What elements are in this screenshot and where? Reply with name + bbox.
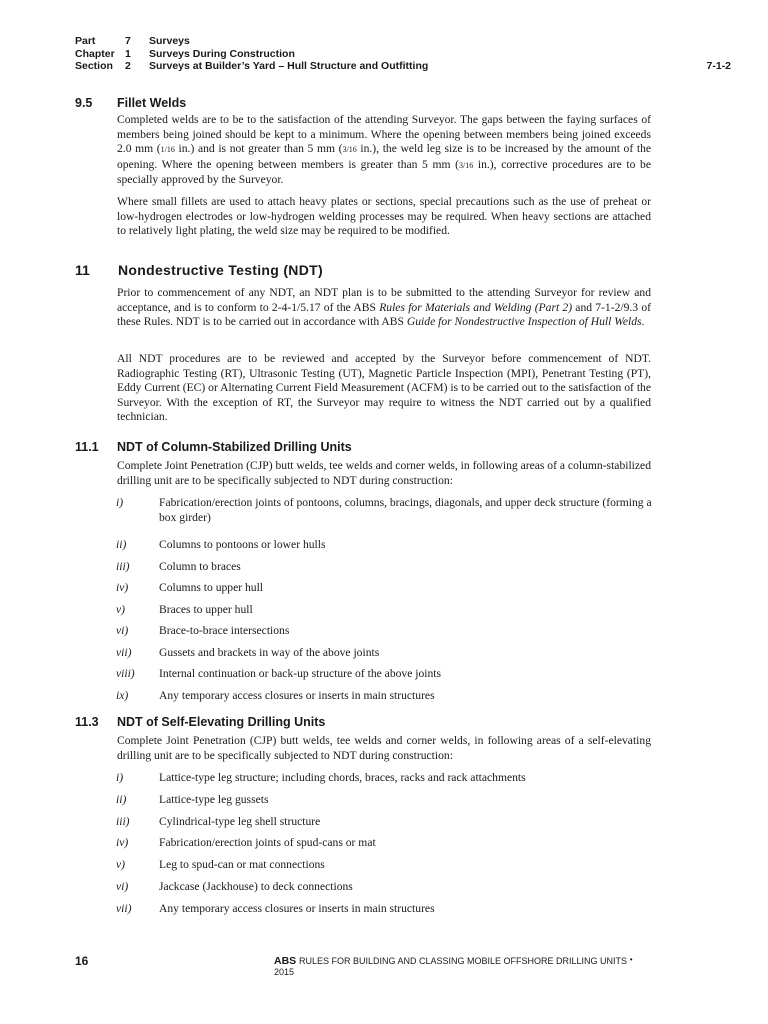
list-item-numeral: iv) [116, 581, 129, 594]
list-item [116, 902, 656, 924]
header-part-label: Part [75, 35, 96, 47]
list-item-numeral: vi) [116, 624, 129, 637]
fraction: 1/16 [160, 145, 175, 155]
header-chapter-label: Chapter [75, 47, 115, 60]
self-elevating-list [116, 771, 656, 924]
footer-page-number: 16 [75, 954, 89, 968]
list-item-numeral: vi) [116, 879, 129, 893]
list-item [116, 689, 656, 711]
list-item-numeral: i) [116, 496, 124, 509]
list-item [116, 858, 656, 880]
list-item-text: Fabrication/erection joints of spud-cans or mat [159, 836, 376, 850]
list-item [116, 560, 656, 582]
text-run: . [641, 315, 645, 329]
list-item-numeral: ii) [116, 792, 127, 806]
text-run: Completed welds are to be to the satisfaction of the attending Surveyor. The gaps between the faying surfaces of members being joined should be kept to a minimum. Where the opening between members being joined exceeds 2.0 mm ( [117, 113, 651, 156]
section-title: NDT of Column-Stabilized Drilling Units [117, 440, 352, 454]
section-title: Fillet Welds [117, 96, 187, 110]
list-item-text: Column to braces [159, 559, 241, 573]
list-item [116, 496, 656, 538]
header-chapter-title: Surveys During Construction [149, 47, 295, 60]
list-item-numeral: i) [116, 771, 124, 784]
section-number: 11 [75, 262, 90, 278]
list-item [116, 667, 656, 689]
list-item-numeral: iii) [116, 559, 130, 573]
list-item [116, 815, 656, 837]
italic-reference: Guide for Nondestructive Inspection of Hull Welds [406, 315, 642, 329]
page-footer [274, 955, 654, 978]
section-title: NDT of Self-Elevating Drilling Units [117, 715, 326, 729]
italic-reference: Rules for Materials and Welding (Part 2) [379, 300, 573, 314]
fillet-welds-paragraph-1 [117, 113, 651, 188]
list-item [116, 603, 656, 625]
list-item-text: Columns to upper hull [159, 581, 264, 594]
list-item-text: Jackcase (Jackhouse) to deck connections [159, 879, 353, 893]
list-item-numeral: v) [116, 858, 126, 872]
list-item-text: Any temporary access closures or inserts in main structures [159, 901, 435, 915]
text-run: in.) and is not greater than 5 mm ( [174, 142, 343, 156]
header-chapter-row [75, 48, 655, 61]
list-item-numeral: vii) [116, 645, 132, 659]
list-item-text: Columns to pontoons or lower hulls [159, 538, 326, 551]
ndt-paragraph-2: All NDT procedures are to be reviewed and accepted by the Surveyor before commencement of NDT. Radiographic Testing (RT), Ultrasonic Testing (UT), Magnetic Particle Inspection (MPI), Penetrant Testing (PT), Eddy Current (EC) or Alternating Current Field Measurement (ACFM) is to be carried out to the satisfaction of the Surveyor. With the exception of RT, the Surveyor may require to witness the NDT carried out by a qualified technician. [117, 352, 651, 424]
list-item-numeral: ii) [116, 538, 127, 551]
list-item [116, 581, 656, 603]
list-item-text: Lattice-type leg gussets [159, 792, 269, 806]
fillet-welds-paragraph-2: Where small fillets are used to attach heavy plates or sections, special precautions such as the use of preheat or low-hydrogen electrodes or low-hydrogen welding processes may be required. When heavy sections are attached to relatively light plating, the weld size may be required to be modified. [117, 195, 651, 238]
text-run: in.), the weld leg size is to be increased by the amount of the opening. Where the opening between members is greater than 5 mm ( [117, 142, 652, 171]
column-stabilized-list [116, 496, 656, 710]
list-item-numeral: iii) [116, 814, 130, 828]
list-item-numeral: v) [116, 602, 126, 616]
text-run: Prior to commencement of any NDT, an NDT plan is to be submitted to the attending Surveyor for review and acceptance, and is to conform to 2-4-1/5.17 of the ABS [117, 286, 651, 314]
fraction: 3/16 [342, 145, 357, 155]
section-heading-11-3 [75, 715, 655, 731]
list-item-text: Fabrication/erection joints of pontoons, columns, bracings, diagonals, and upper deck structure (forming a box girder) [159, 496, 652, 524]
footer-brand: ABS [274, 955, 297, 967]
list-item [116, 771, 656, 793]
text-run: and 7-1-2/9.3 of these Rules. NDT is to be carried out in accordance with ABS [117, 300, 651, 329]
header-page-ref: 7-1-2 [706, 60, 731, 72]
section-heading-11 [75, 262, 655, 280]
text-run: in.), corrective procedures are to be specially approved by the Surveyor. [117, 157, 651, 187]
section-title: Nondestructive Testing (NDT) [118, 262, 323, 278]
list-item [116, 836, 656, 858]
section-number: 11.3 [75, 715, 99, 729]
list-item-numeral: vii) [116, 901, 132, 915]
list-item-numeral: viii) [116, 667, 135, 680]
list-item-numeral: iv) [116, 836, 129, 850]
list-item [116, 538, 656, 560]
column-stabilized-intro: Complete Joint Penetration (CJP) butt welds, tee welds and corner welds, in following areas of a column-stabilized drilling unit are to be specifically subjected to NDT during construction: [117, 459, 651, 487]
list-item-text: Brace-to-brace intersections [159, 624, 290, 637]
footer-year: 2015 [274, 967, 295, 977]
list-item [116, 793, 656, 815]
list-item-text: Internal continuation or back-up structure of the above joints [159, 667, 442, 680]
list-item [116, 624, 656, 646]
ndt-paragraph-1 [117, 286, 651, 330]
section-heading-9-5 [75, 96, 655, 112]
footer-title: RULES FOR BUILDING AND CLASSING MOBILE OFFSHORE DRILLING UNITS [298, 956, 628, 966]
list-item-text: Any temporary access closures or inserts in main structures [159, 688, 435, 702]
page-header [75, 35, 731, 73]
header-section-row [75, 60, 655, 73]
fraction: 3/16 [459, 160, 474, 170]
self-elevating-intro: Complete Joint Penetration (CJP) butt welds, tee welds and corner welds, in following areas of a self-elevating drilling unit are to be specifically subjected to NDT during construction: [117, 734, 651, 762]
header-section-number: 2 [125, 60, 131, 72]
header-part-number: 7 [125, 35, 131, 47]
section-number: 9.5 [75, 96, 93, 110]
footer-bullet: • [629, 955, 633, 964]
list-item [116, 880, 656, 902]
list-item-text: Braces to upper hull [159, 602, 253, 616]
list-item-text: Leg to spud-can or mat connections [159, 858, 325, 872]
list-item [116, 646, 656, 668]
header-section-label: Section [75, 60, 113, 72]
list-item-text: Lattice-type leg structure; including chords, braces, racks and rack attachments [159, 771, 526, 784]
section-number: 11.1 [75, 440, 99, 454]
list-item-text: Cylindrical-type leg shell structure [159, 814, 321, 828]
header-section-title: Surveys at Builder’s Yard – Hull Structure and Outfitting [149, 60, 429, 72]
header-part-title: Surveys [149, 35, 190, 47]
section-heading-11-1 [75, 440, 655, 456]
header-chapter-number: 1 [125, 47, 131, 60]
list-item-text: Gussets and brackets in way of the above joints [159, 645, 380, 659]
header-part-row [75, 35, 655, 48]
list-item-numeral: ix) [116, 688, 129, 702]
